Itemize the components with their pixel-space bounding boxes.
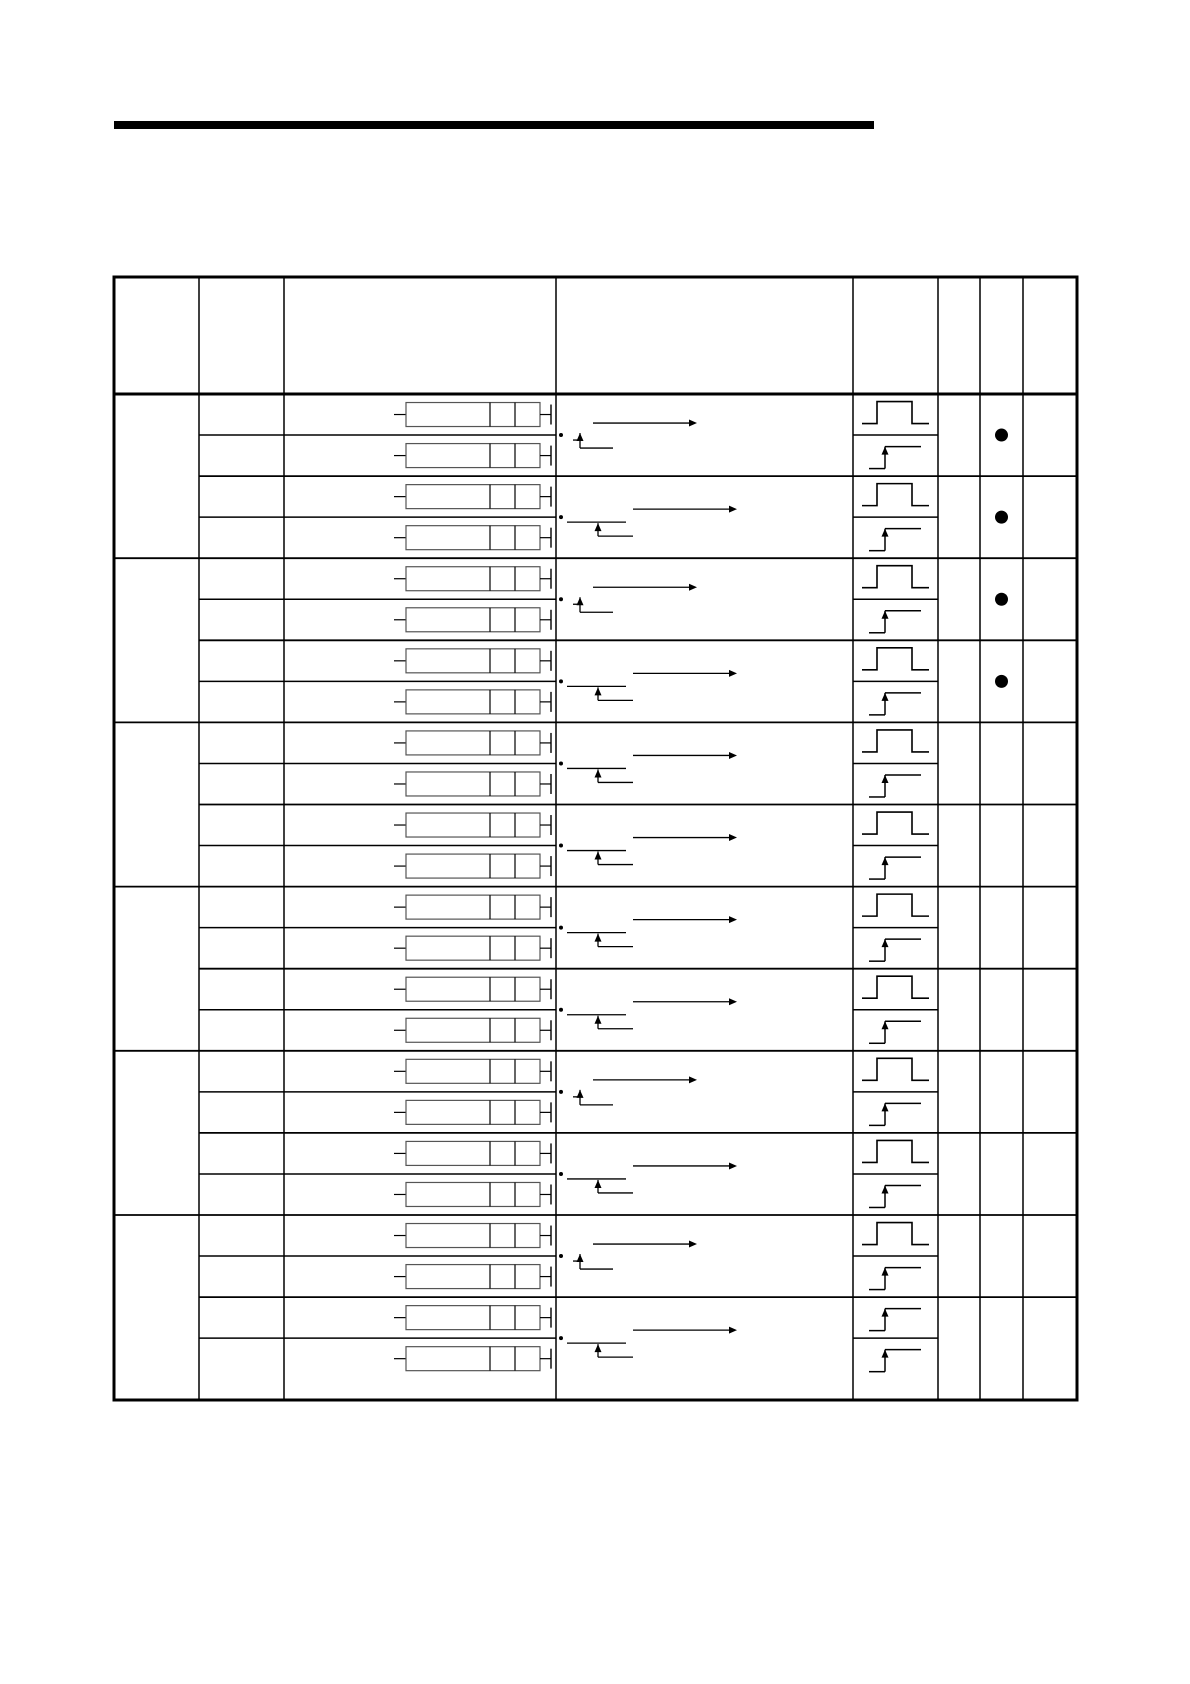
instruction-box <box>406 895 540 919</box>
arrow-head <box>595 523 602 531</box>
table-row <box>394 444 921 469</box>
instruction-box <box>406 1182 540 1206</box>
table-row <box>394 936 921 961</box>
instruction-group-5 <box>114 1215 1077 1372</box>
instruction-box <box>406 444 540 468</box>
instruction-box <box>406 649 540 673</box>
arrow-head <box>577 1254 584 1262</box>
arrow-head <box>882 529 889 537</box>
arrow-head <box>882 447 889 455</box>
table-row <box>394 608 921 633</box>
instruction-pair <box>199 894 938 961</box>
arrow-head <box>595 1180 602 1188</box>
arrow-head <box>729 670 737 677</box>
instruction-box <box>406 731 540 755</box>
bullet-dot <box>559 597 563 601</box>
applicable-mark <box>995 675 1008 688</box>
instruction-box <box>406 1306 540 1330</box>
arrow-head <box>595 1016 602 1024</box>
bullet-dot <box>559 515 563 519</box>
arrow-head <box>729 998 737 1005</box>
execution-pulse-symbol <box>862 1223 929 1245</box>
arrow-head <box>595 852 602 860</box>
instruction-pair <box>199 1133 1077 1208</box>
applicable-mark <box>995 593 1008 606</box>
arrow-head <box>729 752 737 759</box>
instruction-box <box>406 772 540 796</box>
instruction-box <box>406 608 540 632</box>
instruction-pair <box>199 476 1077 551</box>
arrow-head <box>882 1021 889 1029</box>
instruction-box <box>406 813 540 837</box>
instruction-box <box>406 1141 540 1165</box>
arrow-head <box>577 433 584 441</box>
arrow-head <box>882 775 889 783</box>
table-frame <box>114 277 1077 1400</box>
table-row <box>394 1306 921 1331</box>
table-row <box>394 1182 921 1207</box>
instruction-box <box>406 1224 540 1248</box>
bullet-dot <box>559 1090 563 1094</box>
table-row <box>394 1018 921 1043</box>
arrow-head <box>882 1185 889 1193</box>
execution-pulse-symbol <box>862 730 929 752</box>
bullet-dot <box>559 1172 563 1176</box>
instruction-box <box>406 1100 540 1124</box>
bullet-dot <box>559 1008 563 1012</box>
instruction-pair <box>199 1297 1077 1372</box>
instruction-pair <box>199 640 1077 715</box>
arrow-head <box>882 1309 889 1317</box>
instruction-box <box>406 1059 540 1083</box>
table-row <box>394 690 921 715</box>
instruction-pair <box>199 730 938 797</box>
arrow-head <box>689 584 697 591</box>
execution-pulse-symbol <box>862 1140 929 1162</box>
arrow-head <box>595 687 602 695</box>
execution-pulse-symbol <box>862 894 929 916</box>
arrow-head <box>689 420 697 427</box>
bullet-dot <box>559 1254 563 1258</box>
execution-pulse-symbol <box>862 1058 929 1080</box>
bullet-dot <box>559 761 563 765</box>
applicable-mark <box>995 429 1008 442</box>
arrow-head <box>595 1344 602 1352</box>
bullet-dot <box>559 926 563 930</box>
instruction-pair <box>199 566 1008 633</box>
table-row <box>394 854 921 879</box>
instruction-box <box>406 690 540 714</box>
arrow-head <box>882 1268 889 1276</box>
execution-pulse-symbol <box>862 402 929 424</box>
arrow-head <box>882 611 889 619</box>
table-row <box>394 1140 929 1165</box>
arrow-head <box>689 1241 697 1248</box>
arrow-head <box>729 916 737 923</box>
instruction-pair <box>199 402 1008 469</box>
arrow-head <box>882 1103 889 1111</box>
execution-pulse-symbol <box>862 566 929 588</box>
instruction-box <box>406 936 540 960</box>
arrow-head <box>882 939 889 947</box>
bullet-dot <box>559 679 563 683</box>
instruction-box <box>406 403 540 427</box>
arrow-head <box>577 597 584 605</box>
table-row <box>394 772 921 797</box>
instruction-pair <box>199 805 1077 880</box>
arrow-head <box>882 857 889 865</box>
instruction-box <box>406 1347 540 1371</box>
table-row <box>394 1265 921 1290</box>
applicable-mark <box>995 511 1008 524</box>
instruction-box <box>406 567 540 591</box>
arrow-head <box>577 1090 584 1098</box>
instruction-box <box>406 1018 540 1042</box>
instruction-box <box>406 1265 540 1289</box>
instruction-box <box>406 526 540 550</box>
table-row <box>394 812 929 837</box>
execution-pulse-symbol <box>862 812 929 834</box>
table-row <box>394 894 929 919</box>
table-row <box>394 526 921 551</box>
instruction-group-3 <box>114 887 1077 1044</box>
bullet-dot <box>559 433 563 437</box>
arrow-head <box>729 1162 737 1169</box>
arrow-head <box>595 934 602 942</box>
instruction-box <box>406 977 540 1001</box>
instruction-group-1 <box>114 558 1077 715</box>
table-row <box>394 648 929 673</box>
bullet-dot <box>559 844 563 848</box>
execution-pulse-symbol <box>862 484 929 506</box>
instruction-pair <box>199 1058 938 1125</box>
bullet-dot <box>559 1336 563 1340</box>
execution-pulse-symbol <box>862 976 929 998</box>
instruction-group-0 <box>199 402 1077 551</box>
execution-pulse-symbol <box>862 648 929 670</box>
instruction-group-4 <box>114 1051 1077 1208</box>
arrow-head <box>729 506 737 513</box>
arrow-head <box>689 1076 697 1083</box>
arrow-head <box>729 834 737 841</box>
table-row <box>394 1100 921 1125</box>
instruction-box <box>406 485 540 509</box>
instruction-box <box>406 854 540 878</box>
table-row <box>394 484 929 509</box>
arrow-head <box>595 769 602 777</box>
arrow-head <box>882 693 889 701</box>
arrow-head <box>729 1327 737 1334</box>
instruction-group-2 <box>114 722 1077 879</box>
table-row <box>394 976 929 1001</box>
arrow-head <box>882 1350 889 1358</box>
instruction-pair <box>199 1223 938 1290</box>
table-row <box>394 1347 921 1372</box>
instruction-pair <box>199 969 1077 1044</box>
table-row <box>394 730 929 755</box>
